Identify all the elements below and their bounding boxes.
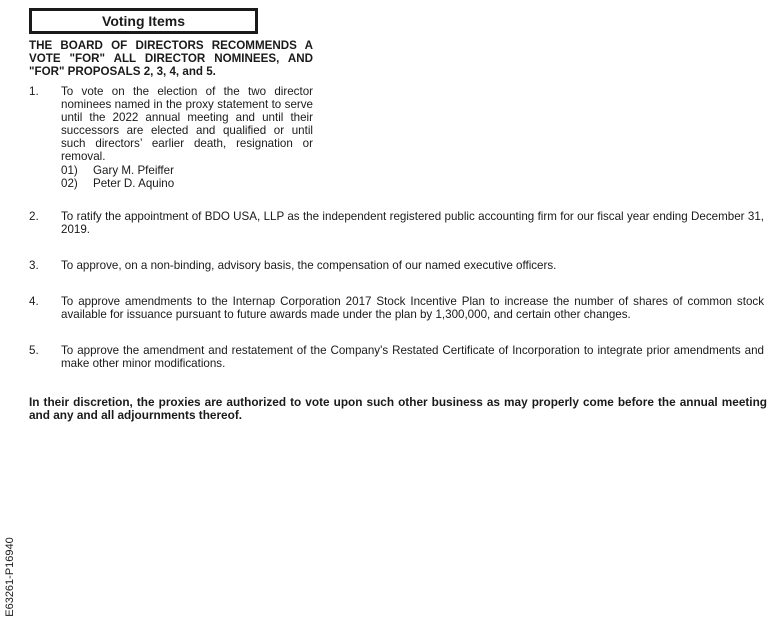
proposal-text: To approve, on a non-binding, advisory basis, the compensation of our named executive officers.: [61, 259, 557, 272]
nominee-item: [61, 164, 174, 177]
proposal-text: To approve amendments to the Internap Corporation 2017 Stock Incentive Plan to increase the number of shares of common stock available for issuance pursuant to future awards made under the plan by 1,300,000, and certain other changes.: [61, 295, 764, 321]
proposal-1: [29, 85, 313, 163]
proposal-number: 1.: [29, 85, 39, 98]
nominee-name: Peter D. Aquino: [93, 177, 175, 190]
section-title: Voting Items: [29, 8, 258, 34]
proposal-3: [29, 259, 764, 272]
board-recommendation: THE BOARD OF DIRECTORS RECOMMENDS A VOTE "FOR" ALL DIRECTOR NOMINEES, AND "FOR" PROPOSALS 2, 3, 4, and 5.: [29, 39, 313, 78]
nominee-number: 02): [61, 177, 78, 190]
proposal-number: 3.: [29, 259, 39, 272]
nominee-item: [61, 177, 174, 190]
proposal-text: To approve the amendment and restatement of the Company's Restated Certificate of Incorporation to integrate prior amendments and make other minor modifications.: [61, 344, 764, 370]
nominee-name: Gary M. Pfeiffer: [93, 164, 174, 177]
proposal-5: [29, 344, 764, 370]
proposal-text: To vote on the election of the two director nominees named in the proxy statement to serve until the 2022 annual meeting and until their successors are elected and qualified or until such directors’ earlier death, resignation or removal.: [61, 85, 313, 163]
discretion-note: In their discretion, the proxies are authorized to vote upon such other business as may properly come before the annual meeting and any and all adjournments thereof.: [29, 395, 767, 422]
form-code-container: [3, 528, 17, 626]
proposal-number: 2.: [29, 210, 39, 223]
form-code: E63261-P16940: [4, 537, 16, 617]
proposal-text: To ratify the appointment of BDO USA, LLP as the independent registered public accounting firm for our fiscal year ending December 31, 2019.: [61, 210, 764, 236]
proposal-number: 4.: [29, 295, 39, 308]
proposal-number: 5.: [29, 344, 39, 357]
proposal-4: [29, 295, 764, 321]
nominee-list: [61, 164, 174, 190]
nominee-number: 01): [61, 164, 78, 177]
proposal-2: [29, 210, 764, 236]
